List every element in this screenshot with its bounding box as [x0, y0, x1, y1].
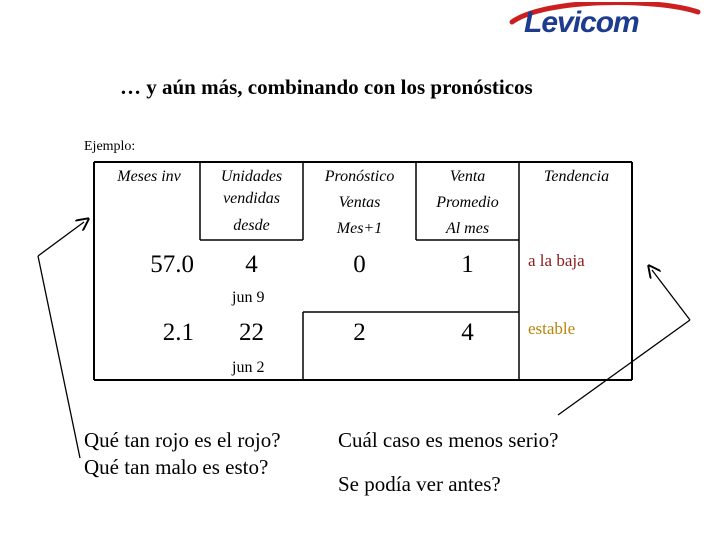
slide-title: … y aún más, combinando con los pronósticos — [120, 75, 533, 99]
question-left-2: Qué tan malo es esto? — [84, 455, 269, 479]
question-right-1: Cuál caso es menos serio? — [338, 428, 559, 452]
row2-venta: 4 — [461, 319, 474, 346]
header-pronostico-1: Pronóstico — [324, 168, 395, 185]
row1-venta: 1 — [461, 251, 474, 278]
header-meses-inv: Meses inv — [117, 168, 181, 185]
row2-meses-inv: 2.1 — [162, 319, 194, 346]
header-unidades-2: vendidas — [223, 190, 280, 207]
header-pronostico-2: Ventas — [338, 194, 381, 211]
row2-pronostico: 2 — [353, 319, 366, 346]
example-label: Ejemplo: — [84, 139, 136, 154]
header-tendencia: Tendencia — [543, 168, 610, 185]
row1-tendencia: a la baja — [528, 251, 585, 270]
row2-desde: jun 2 — [232, 359, 265, 376]
question-right-2: Se podía ver antes? — [338, 472, 501, 496]
row1-unidades: 4 — [245, 251, 258, 278]
header-pronostico-3: Mes+1 — [336, 220, 383, 237]
row1-pronostico: 0 — [353, 251, 366, 278]
header-venta-1: Venta — [449, 168, 486, 185]
row1-desde: jun 9 — [232, 289, 265, 306]
header-venta-3: Al mes — [445, 220, 490, 237]
header-unidades-1: Unidades — [220, 168, 283, 185]
header-unidades-3: desde — [233, 217, 270, 234]
row2-unidades: 22 — [239, 319, 264, 346]
row1-meses-inv: 57.0 — [150, 251, 194, 278]
header-venta-2: Promedio — [436, 194, 499, 211]
question-left-1: Qué tan rojo es el rojo? — [84, 428, 281, 452]
logo-text: Levicom — [524, 6, 639, 39]
row2-tendencia: estable — [528, 319, 576, 338]
